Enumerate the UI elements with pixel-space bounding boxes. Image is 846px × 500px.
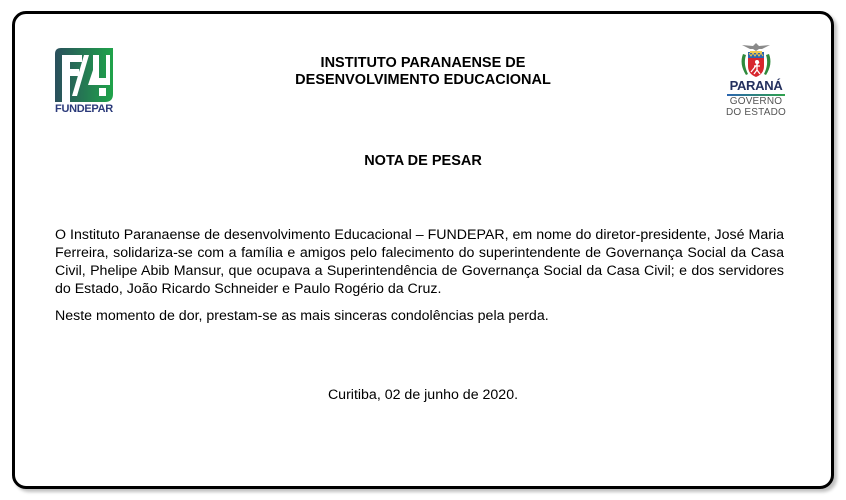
note-title: NOTA DE PESAR	[364, 153, 482, 169]
fundepar-mark-icon	[55, 48, 113, 102]
institution-title	[230, 55, 616, 89]
parana-government-line1: GOVERNO	[729, 96, 783, 107]
body-paragraph: Neste momento de dor, prestam-se as mais sinceras condolências pela perda.	[55, 308, 549, 324]
parana-government-text	[724, 96, 788, 118]
fundepar-wordmark: FUNDEPAR	[55, 103, 113, 115]
note-body	[55, 226, 784, 334]
fundepar-logo	[53, 48, 115, 118]
parana-government-logo	[724, 42, 788, 118]
place-date: Curitiba, 02 de junho de 2020.	[327, 387, 519, 403]
institution-title-line2: DESENVOLVIMENTO EDUCACIONAL	[295, 72, 551, 88]
institution-title-line1: INSTITUTO PARANAENSE DE	[320, 55, 526, 71]
parana-coat-of-arms-icon	[736, 42, 776, 80]
parana-name: PARANÁ	[729, 78, 783, 93]
body-paragraph: O Instituto Paranaense de desenvolvimento Educacional – FUNDEPAR, em nome do diretor-presidente, José Maria Ferreira, solidariza-se com a família e amigos pelo falecimento do superintendente de Governança Social da Casa Civil, Phelipe Abib Mansur, que ocupava a Superintendência de Governança Social da Casa Civil; e dos servidores do Estado, João Ricardo Schneider e Paulo Rogério da Cruz.	[55, 227, 784, 297]
parana-government-line2: DO ESTADO	[726, 107, 786, 118]
